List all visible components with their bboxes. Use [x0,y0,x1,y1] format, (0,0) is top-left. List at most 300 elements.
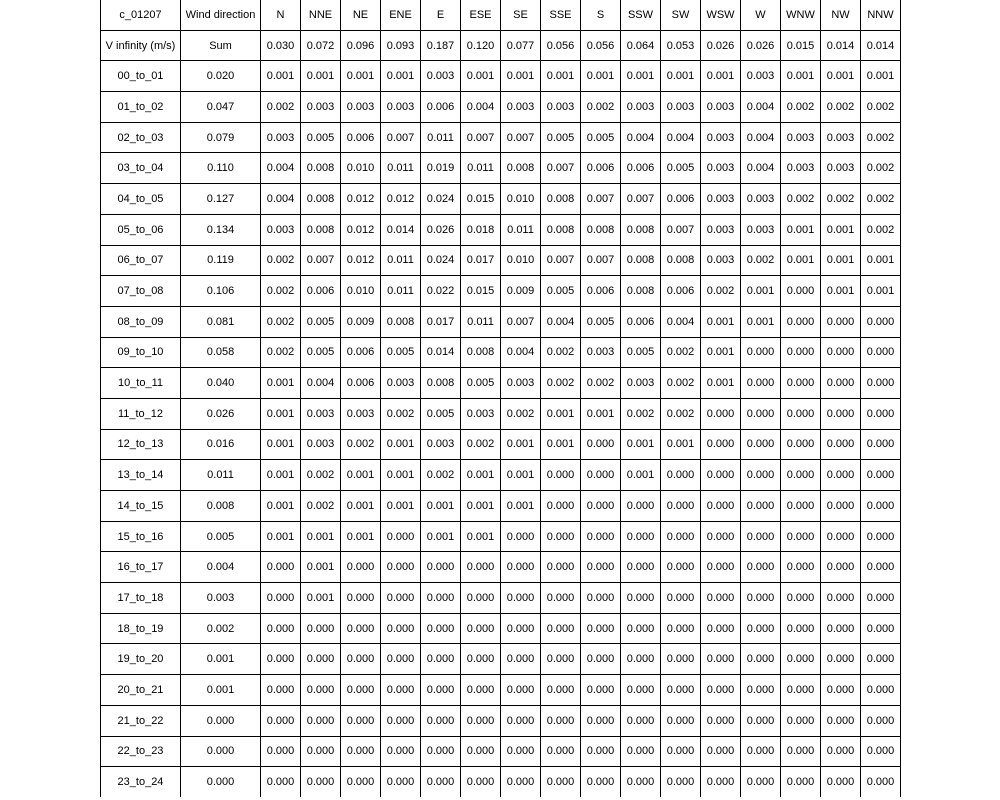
table-cell: 0.000 [541,675,581,706]
direction-header-cell: W [741,0,781,30]
table-cell: 0.000 [861,306,901,337]
table-row [101,122,901,153]
table-cell: 0.003 [701,184,741,215]
table-cell: 0.001 [781,61,821,92]
table-cell: 0.015 [461,276,501,307]
table-cell: 0.001 [781,245,821,276]
table-cell: 0.000 [501,613,541,644]
table-cell: 0.000 [701,460,741,491]
table-cell: 0.002 [301,491,341,522]
direction-header-cell: N [261,0,301,30]
table-cell: 0.001 [621,429,661,460]
table-cell: 0.000 [741,491,781,522]
table-cell: 0.003 [741,184,781,215]
speed-bin-label: 02_to_03 [101,122,181,153]
table-cell: 0.008 [301,153,341,184]
table-cell: 0.000 [861,675,901,706]
table-cell: 0.008 [621,245,661,276]
direction-header-cell: S [581,0,621,30]
table-cell: 0.001 [381,429,421,460]
table-cell: 0.000 [661,613,701,644]
table-row [101,398,901,429]
table-cell: 0.001 [301,583,341,614]
speed-bin-label: 17_to_18 [101,583,181,614]
table-cell: 0.000 [741,552,781,583]
table-cell: 0.000 [661,460,701,491]
table-cell: 0.010 [341,153,381,184]
direction-total-cell: 0.120 [461,30,501,61]
table-cell: 0.000 [581,521,621,552]
row-sum-cell: 0.001 [181,644,261,675]
table-cell: 0.000 [581,613,621,644]
speed-bin-label: 06_to_07 [101,245,181,276]
table-cell: 0.012 [341,214,381,245]
table-cell: 0.005 [541,122,581,153]
table-cell: 0.003 [501,92,541,123]
table-cell: 0.006 [661,276,701,307]
table-cell: 0.000 [781,521,821,552]
table-cell: 0.011 [421,122,461,153]
table-cell: 0.001 [741,276,781,307]
table-cell: 0.006 [341,337,381,368]
table-cell: 0.000 [541,613,581,644]
table-cell: 0.002 [261,276,301,307]
table-cell: 0.003 [781,153,821,184]
table-cell: 0.001 [861,61,901,92]
table-cell: 0.000 [781,460,821,491]
table-cell: 0.001 [741,306,781,337]
table-cell: 0.000 [821,368,861,399]
table-cell: 0.004 [261,184,301,215]
table-cell: 0.003 [461,398,501,429]
table-cell: 0.007 [621,184,661,215]
table-cell: 0.001 [701,306,741,337]
table-cell: 0.000 [861,460,901,491]
table-cell: 0.000 [781,675,821,706]
table-cell: 0.005 [621,337,661,368]
table-cell: 0.022 [421,276,461,307]
table-cell: 0.000 [261,736,301,767]
table-row [101,613,901,644]
table-row [101,460,901,491]
table-cell: 0.009 [341,306,381,337]
table-cell: 0.000 [701,705,741,736]
table-cell: 0.003 [821,122,861,153]
table-cell: 0.005 [661,153,701,184]
speed-bin-label: 10_to_11 [101,368,181,399]
table-cell: 0.000 [821,521,861,552]
table-cell: 0.006 [661,184,701,215]
table-cell: 0.001 [461,460,501,491]
row-sum-cell: 0.005 [181,521,261,552]
table-cell: 0.002 [621,398,661,429]
table-cell: 0.000 [621,583,661,614]
table-cell: 0.007 [381,122,421,153]
table-cell: 0.001 [261,429,301,460]
table-cell: 0.010 [501,184,541,215]
table-cell: 0.000 [501,521,541,552]
table-cell: 0.001 [461,61,501,92]
row-sum-cell: 0.016 [181,429,261,460]
table-cell: 0.008 [301,184,341,215]
table-cell: 0.000 [461,552,501,583]
table-cell: 0.000 [861,337,901,368]
table-cell: 0.002 [261,245,301,276]
table-cell: 0.005 [581,306,621,337]
direction-header-cell: NNE [301,0,341,30]
table-cell: 0.003 [741,214,781,245]
table-cell: 0.000 [461,583,501,614]
table-cell: 0.001 [501,460,541,491]
table-cell: 0.004 [621,122,661,153]
direction-total-cell: 0.064 [621,30,661,61]
table-cell: 0.001 [541,61,581,92]
table-row [101,61,901,92]
table-cell: 0.000 [861,644,901,675]
table-cell: 0.001 [501,61,541,92]
table-cell: 0.000 [661,736,701,767]
table-cell: 0.000 [621,491,661,522]
speed-bin-label: 04_to_05 [101,184,181,215]
table-cell: 0.000 [821,644,861,675]
table-cell: 0.001 [701,368,741,399]
table-cell: 0.003 [541,92,581,123]
table-cell: 0.000 [821,767,861,797]
table-cell: 0.001 [261,491,301,522]
table-row [101,337,901,368]
table-cell: 0.000 [741,613,781,644]
table-cell: 0.004 [261,153,301,184]
table-cell: 0.010 [341,276,381,307]
table-cell: 0.000 [861,736,901,767]
table-cell: 0.008 [581,214,621,245]
table-cell: 0.002 [261,306,301,337]
table-cell: 0.000 [621,767,661,797]
table-cell: 0.000 [821,552,861,583]
table-cell: 0.002 [701,276,741,307]
table-cell: 0.001 [341,491,381,522]
table-row [101,368,901,399]
row-sum-cell: 0.003 [181,583,261,614]
table-cell: 0.000 [341,705,381,736]
table-cell: 0.000 [581,491,621,522]
table-cell: 0.000 [381,521,421,552]
table-row [101,521,901,552]
table-cell: 0.008 [661,245,701,276]
table-cell: 0.000 [541,705,581,736]
table-cell: 0.000 [461,736,501,767]
table-cell: 0.001 [301,61,341,92]
table-cell: 0.007 [581,184,621,215]
table-cell: 0.002 [781,184,821,215]
row-sum-cell: 0.020 [181,61,261,92]
table-cell: 0.000 [301,767,341,797]
table-cell: 0.001 [381,491,421,522]
table-cell: 0.001 [501,491,541,522]
table-cell: 0.001 [261,61,301,92]
table-cell: 0.001 [621,460,661,491]
table-cell: 0.002 [381,398,421,429]
table-cell: 0.002 [861,153,901,184]
table-cell: 0.000 [781,276,821,307]
table-cell: 0.001 [821,61,861,92]
row-sum-cell: 0.040 [181,368,261,399]
table-cell: 0.002 [741,245,781,276]
table-cell: 0.005 [381,337,421,368]
table-cell: 0.000 [701,736,741,767]
direction-total-cell: 0.030 [261,30,301,61]
direction-header-cell: NNW [861,0,901,30]
table-cell: 0.000 [261,675,301,706]
table-cell: 0.001 [261,521,301,552]
table-cell: 0.000 [861,767,901,797]
table-cell: 0.000 [701,583,741,614]
table-cell: 0.005 [301,337,341,368]
direction-header-cell: NW [821,0,861,30]
table-cell: 0.003 [421,429,461,460]
speed-bin-label: 18_to_19 [101,613,181,644]
table-cell: 0.008 [301,214,341,245]
table-cell: 0.004 [661,122,701,153]
table-cell: 0.019 [421,153,461,184]
table-cell: 0.000 [821,491,861,522]
table-cell: 0.000 [861,552,901,583]
table-cell: 0.012 [341,184,381,215]
speed-bin-label: 12_to_13 [101,429,181,460]
table-cell: 0.001 [381,61,421,92]
table-cell: 0.000 [301,675,341,706]
direction-total-cell: 0.056 [581,30,621,61]
table-cell: 0.001 [301,521,341,552]
table-cell: 0.006 [301,276,341,307]
table-cell: 0.000 [381,583,421,614]
table-cell: 0.008 [541,184,581,215]
table-cell: 0.026 [421,214,461,245]
table-cell: 0.002 [541,368,581,399]
speed-bin-label: 22_to_23 [101,736,181,767]
table-cell: 0.003 [301,92,341,123]
table-cell: 0.000 [581,705,621,736]
table-cell: 0.000 [661,583,701,614]
table-row [101,429,901,460]
table-cell: 0.012 [341,245,381,276]
table-cell: 0.017 [421,306,461,337]
table-cell: 0.000 [861,429,901,460]
table-cell: 0.000 [701,491,741,522]
table-cell: 0.000 [501,767,541,797]
direction-header-cell: WNW [781,0,821,30]
table-cell: 0.000 [741,429,781,460]
table-cell: 0.000 [301,644,341,675]
table-cell: 0.000 [661,675,701,706]
table-cell: 0.002 [781,92,821,123]
table-row [101,736,901,767]
table-cell: 0.000 [421,613,461,644]
table-cell: 0.001 [261,368,301,399]
table-cell: 0.000 [621,736,661,767]
table-cell: 0.003 [701,122,741,153]
table-cell: 0.000 [741,736,781,767]
table-cell: 0.000 [581,767,621,797]
table-cell: 0.002 [861,92,901,123]
direction-header-cell: ENE [381,0,421,30]
table-row [101,92,901,123]
table-cell: 0.000 [741,705,781,736]
table-cell: 0.001 [341,521,381,552]
table-cell: 0.002 [261,92,301,123]
table-cell: 0.008 [501,153,541,184]
row-sum-cell: 0.026 [181,398,261,429]
table-cell: 0.000 [581,552,621,583]
table-cell: 0.000 [421,583,461,614]
table-cell: 0.003 [741,61,781,92]
table-row [101,245,901,276]
speed-bin-label: 05_to_06 [101,214,181,245]
table-cell: 0.000 [501,583,541,614]
table-row [101,306,901,337]
table-cell: 0.000 [781,368,821,399]
table-cell: 0.000 [781,552,821,583]
table-cell: 0.008 [461,337,501,368]
table-cell: 0.000 [781,429,821,460]
table-cell: 0.002 [861,184,901,215]
table-cell: 0.004 [741,92,781,123]
table-cell: 0.001 [581,398,621,429]
table-row [101,644,901,675]
row-sum-cell: 0.000 [181,705,261,736]
table-cell: 0.003 [421,61,461,92]
speed-bin-label: 20_to_21 [101,675,181,706]
table-cell: 0.000 [421,675,461,706]
direction-total-cell: 0.026 [701,30,741,61]
table-cell: 0.001 [461,491,501,522]
row-sum-cell: 0.106 [181,276,261,307]
table-cell: 0.002 [541,337,581,368]
direction-total-cell: 0.077 [501,30,541,61]
row-sum-cell: 0.000 [181,767,261,797]
table-cell: 0.011 [501,214,541,245]
table-cell: 0.000 [701,675,741,706]
table-cell: 0.000 [301,613,341,644]
table-cell: 0.001 [701,337,741,368]
table-cell: 0.000 [821,337,861,368]
table-cell: 0.000 [421,644,461,675]
direction-total-cell: 0.014 [861,30,901,61]
table-cell: 0.000 [581,644,621,675]
direction-total-cell: 0.053 [661,30,701,61]
direction-total-cell: 0.072 [301,30,341,61]
table-cell: 0.000 [781,306,821,337]
table-cell: 0.008 [621,214,661,245]
speed-header-label: V infinity (m/s) [101,30,181,61]
table-cell: 0.002 [421,460,461,491]
speed-bin-label: 13_to_14 [101,460,181,491]
table-cell: 0.000 [781,767,821,797]
table-cell: 0.000 [781,398,821,429]
table-row [101,153,901,184]
header-row-totals [101,30,901,61]
table-cell: 0.003 [301,429,341,460]
table-row [101,276,901,307]
table-cell: 0.000 [741,644,781,675]
table-cell: 0.000 [541,460,581,491]
table-cell: 0.000 [581,429,621,460]
table-cell: 0.000 [581,675,621,706]
table-cell: 0.000 [701,552,741,583]
table-cell: 0.006 [341,122,381,153]
header-row-directions [101,0,901,30]
row-sum-cell: 0.127 [181,184,261,215]
table-cell: 0.005 [541,276,581,307]
table-cell: 0.000 [261,705,301,736]
row-sum-cell: 0.004 [181,552,261,583]
table-cell: 0.000 [501,736,541,767]
row-sum-cell: 0.134 [181,214,261,245]
speed-bin-label: 16_to_17 [101,552,181,583]
table-cell: 0.001 [781,214,821,245]
table-cell: 0.000 [381,552,421,583]
row-sum-cell: 0.119 [181,245,261,276]
table-cell: 0.024 [421,245,461,276]
table-cell: 0.000 [541,491,581,522]
table-cell: 0.000 [821,429,861,460]
table-cell: 0.000 [821,675,861,706]
direction-total-cell: 0.056 [541,30,581,61]
table-cell: 0.006 [621,306,661,337]
table-cell: 0.024 [421,184,461,215]
table-cell: 0.000 [821,460,861,491]
table-cell: 0.000 [261,767,301,797]
sum-header-label: Sum [181,30,261,61]
table-cell: 0.000 [741,337,781,368]
table-cell: 0.000 [261,613,301,644]
table-cell: 0.000 [661,521,701,552]
table-cell: 0.000 [421,705,461,736]
table-cell: 0.000 [741,460,781,491]
table-cell: 0.002 [821,92,861,123]
table-row [101,583,901,614]
table-cell: 0.003 [701,92,741,123]
table-cell: 0.006 [581,153,621,184]
table-cell: 0.000 [541,583,581,614]
table-cell: 0.006 [421,92,461,123]
table-cell: 0.011 [461,306,501,337]
table-cell: 0.000 [781,644,821,675]
table-cell: 0.011 [461,153,501,184]
table-cell: 0.001 [381,460,421,491]
table-cell: 0.001 [341,61,381,92]
table-cell: 0.007 [541,153,581,184]
speed-bin-label: 03_to_04 [101,153,181,184]
table-cell: 0.002 [501,398,541,429]
table-row [101,184,901,215]
direction-total-cell: 0.096 [341,30,381,61]
table-cell: 0.000 [861,491,901,522]
table-cell: 0.007 [501,122,541,153]
speed-bin-label: 23_to_24 [101,767,181,797]
table-cell: 0.000 [781,337,821,368]
table-cell: 0.000 [741,368,781,399]
table-cell: 0.000 [541,767,581,797]
table-cell: 0.000 [661,552,701,583]
row-sum-cell: 0.001 [181,675,261,706]
table-cell: 0.014 [421,337,461,368]
table-cell: 0.004 [741,122,781,153]
table-cell: 0.012 [381,184,421,215]
table-body [101,0,901,797]
table-cell: 0.001 [821,245,861,276]
table-cell: 0.000 [541,736,581,767]
